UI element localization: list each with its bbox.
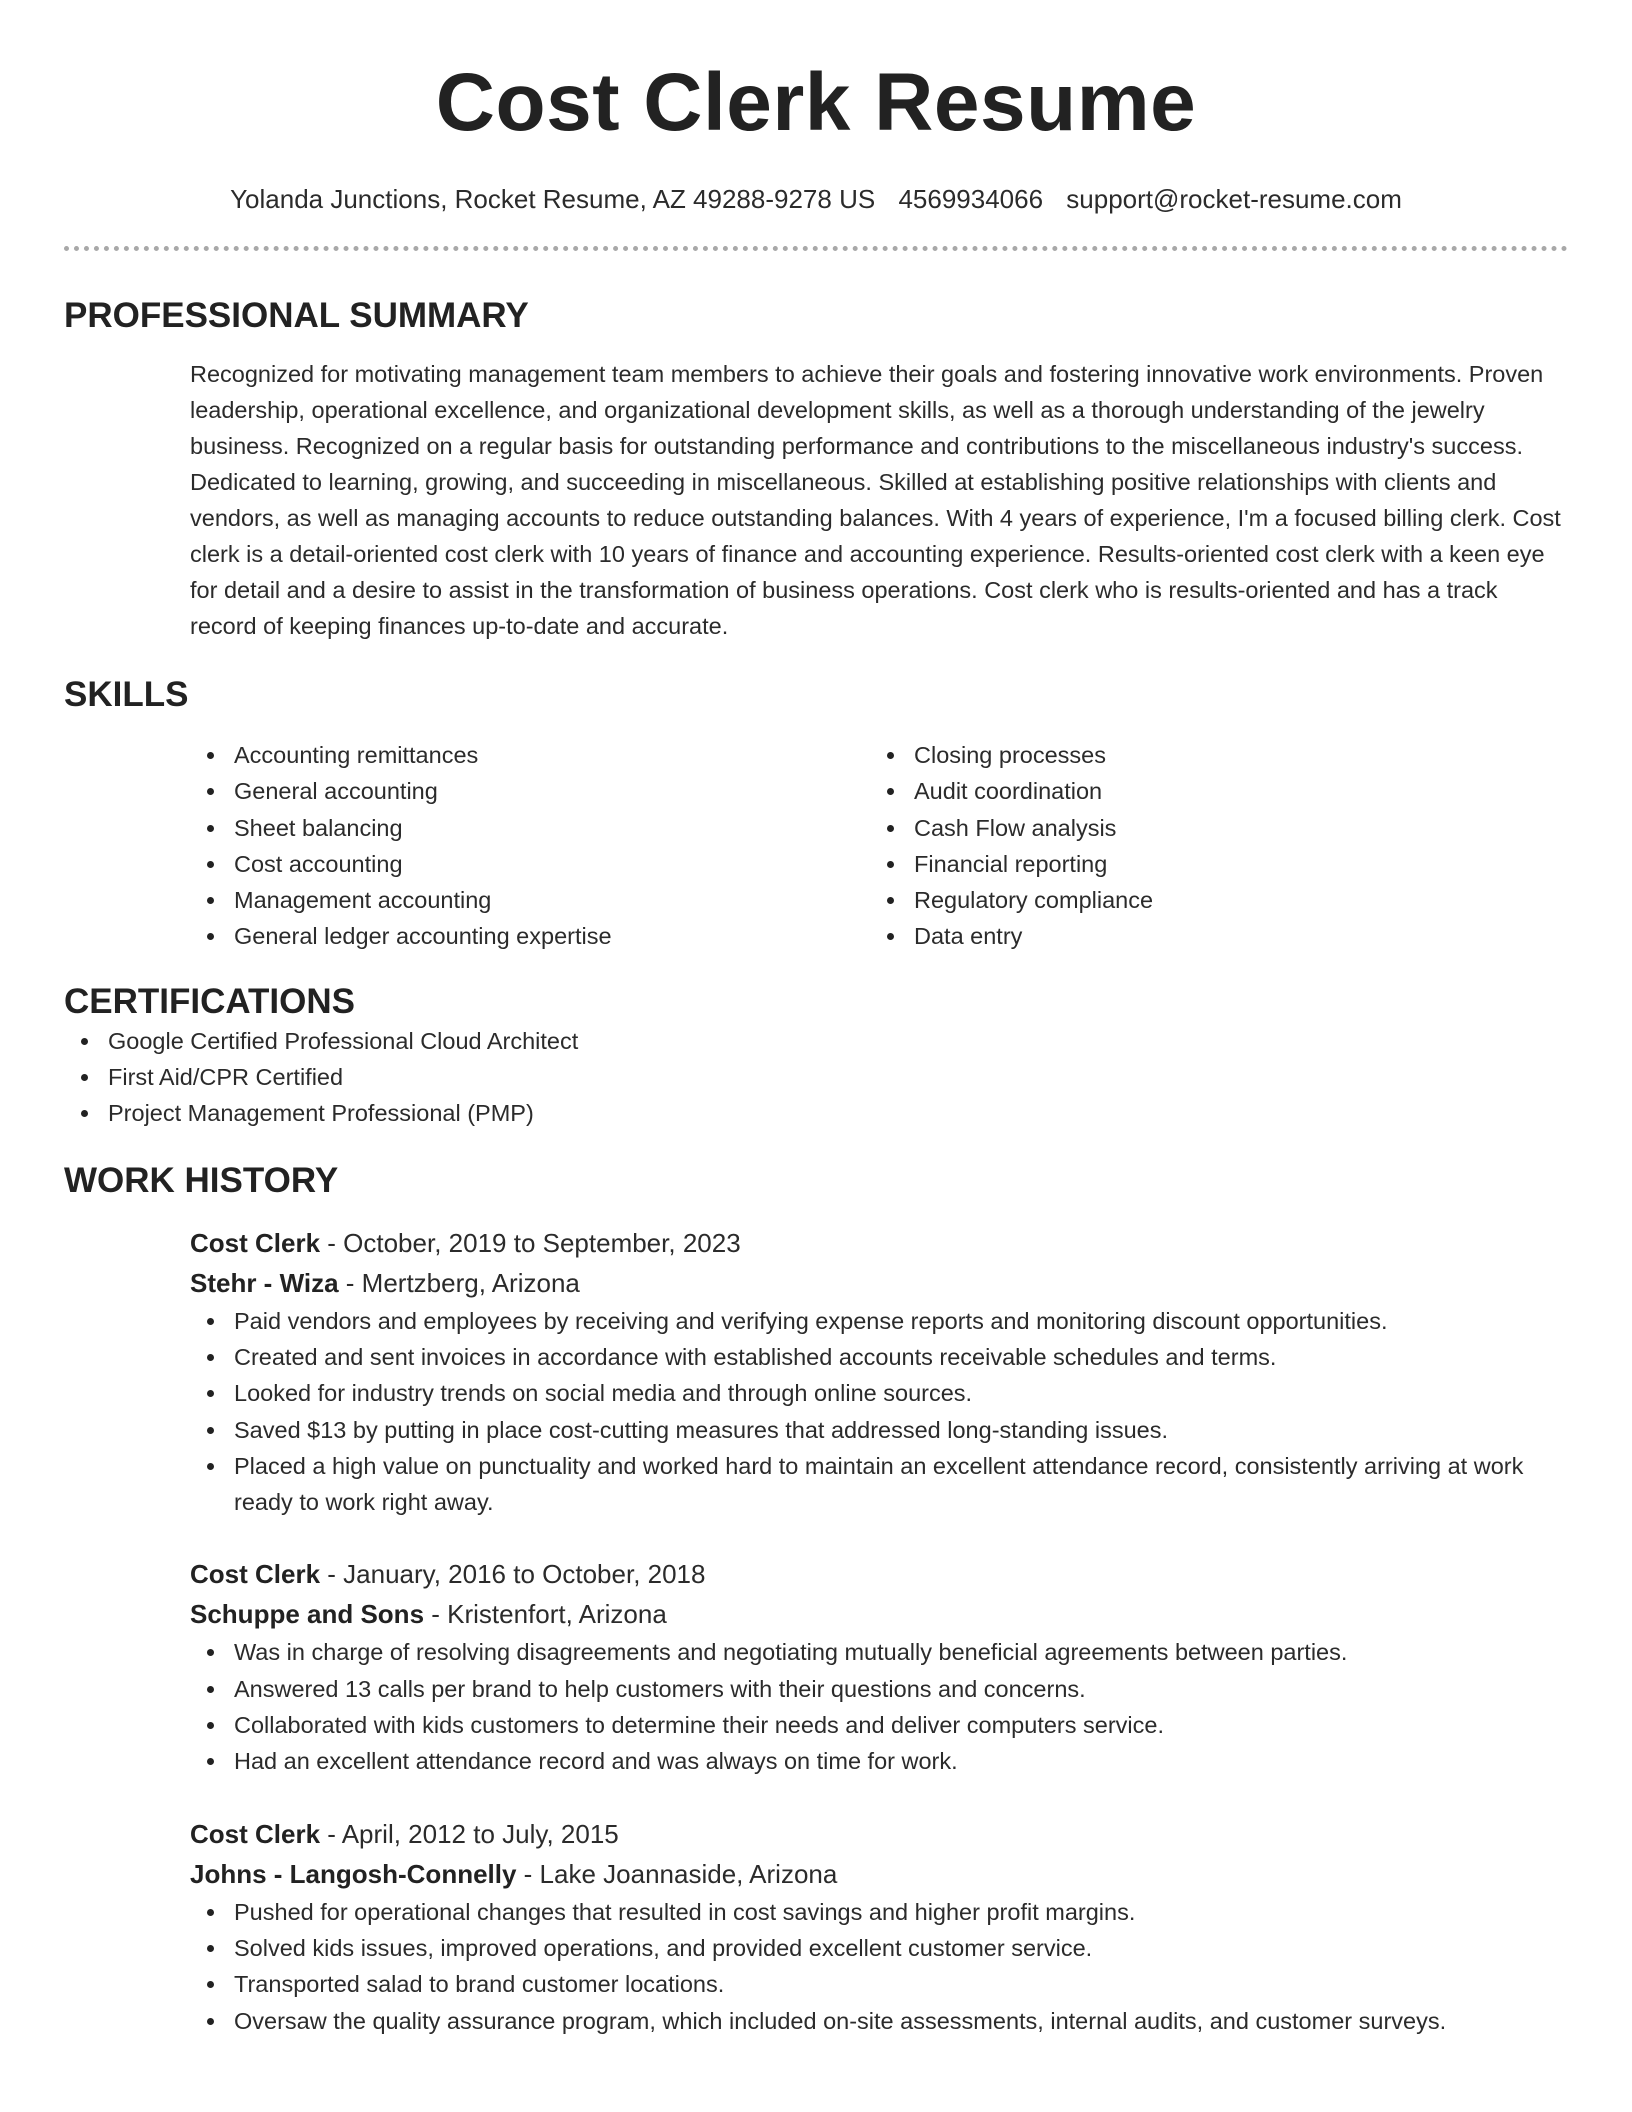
skill-item: Data entry [870,918,1550,954]
work-history-heading: WORK HISTORY [64,1160,339,1200]
certification-item: Project Management Professional (PMP) [64,1095,1568,1131]
job-title-line [190,1814,1568,1854]
contact-line [64,184,1568,214]
skill-item: Financial reporting [870,846,1550,882]
job-entry-1 [190,1223,1568,1521]
job-location: - Mertzberg, Arizona [338,1267,580,1298]
contact-email: support@rocket-resume.com [1066,184,1402,214]
job-entry-3 [190,1814,1568,2039]
skill-item: General ledger accounting expertise [190,918,870,954]
job-bullet: Solved kids issues, improved operations, and provided excellent customer service. [190,1930,1568,1966]
header-divider [64,246,1568,251]
job-company: Johns - Langosh-Connelly [190,1858,517,1889]
skills-column-right [870,737,1550,955]
job-dates: - January, 2016 to October, 2018 [320,1559,706,1590]
skills-grid [190,737,1568,955]
job-title: Cost Clerk [190,1227,321,1258]
job-bullets [190,1894,1568,2039]
contact-address: Yolanda Junctions, Rocket Resume, AZ 49288-9278 US [230,184,876,214]
resume-page [64,0,1568,2039]
job-company: Schuppe and Sons [190,1599,425,1630]
job-title: Cost Clerk [190,1559,321,1590]
job-company-line [190,1263,1568,1303]
job-dates: - April, 2012 to July, 2015 [320,1818,619,1849]
job-bullet: Created and sent invoices in accordance with established accounts receivable schedules and terms. [190,1339,1568,1375]
resume-title: Cost Clerk Resume [435,57,1197,148]
skill-item: Cash Flow analysis [870,810,1550,846]
job-title: Cost Clerk [190,1818,321,1849]
skill-item: Closing processes [870,737,1550,773]
job-bullet: Pushed for operational changes that resulted in cost savings and higher profit margins. [190,1894,1568,1930]
job-bullet: Looked for industry trends on social media and through online sources. [190,1375,1568,1411]
job-bullet: Paid vendors and employees by receiving and verifying expense reports and monitoring discount opportunities. [190,1303,1568,1339]
skill-item: Accounting remittances [190,737,870,773]
summary-text: Recognized for motivating management team members to achieve their goals and fostering innovative work environments. Proven leadership, operational excellence, and organizational development skills, as well as a thorough understanding of the jewelry business. Recognized on a regular basis for outstanding performance and contributions to the miscellaneous industry's success. Dedicated to learning, growing, and succeeding in miscellaneous. Skilled at establishing positive relationships with clients and vendors, as well as managing accounts to reduce outstanding balances. With 4 years of experience, I'm a focused billing clerk. Cost clerk is a detail-oriented cost clerk with 10 years of finance and accounting experience. Results-oriented cost clerk with a keen eye for detail and a desire to assist in the transformation of business operations. Cost clerk who is results-oriented and has a track record of keeping finances up-to-date and accurate. [190,361,1561,639]
skills-heading: SKILLS [64,675,189,714]
job-location: - Lake Joannaside, Arizona [516,1858,838,1889]
skill-item: Cost accounting [190,846,870,882]
job-entry-2 [190,1554,1568,1779]
certifications-heading: CERTIFICATIONS [64,981,356,1021]
skill-item: Sheet balancing [190,810,870,846]
job-bullet: Had an excellent attendance record and was always on time for work. [190,1743,1568,1779]
contact-phone: 4569934066 [898,184,1044,214]
job-bullet: Placed a high value on punctuality and worked hard to maintain an excellent attendance record, consistently arriving at work ready to work right away. [190,1448,1568,1521]
skills-column-left [190,737,870,955]
skill-item: Regulatory compliance [870,882,1550,918]
job-location: - Kristenfort, Arizona [424,1599,667,1630]
job-bullets [190,1303,1568,1521]
job-title-line [190,1554,1568,1594]
job-company: Stehr - Wiza [190,1267,339,1298]
job-bullet: Transported salad to brand customer locations. [190,1966,1568,2002]
certification-item: Google Certified Professional Cloud Architect [64,1023,1568,1059]
job-bullets [190,1634,1568,1779]
job-bullet: Saved $13 by putting in place cost-cutting measures that addressed long-standing issues. [190,1412,1568,1448]
skill-item: General accounting [190,773,870,809]
skill-item: Management accounting [190,882,870,918]
job-bullet: Answered 13 calls per brand to help customers with their questions and concerns. [190,1671,1568,1707]
job-company-line [190,1854,1568,1894]
summary-heading: PROFESSIONAL SUMMARY [64,296,529,335]
job-bullet: Was in charge of resolving disagreements and negotiating mutually beneficial agreements between parties. [190,1634,1568,1670]
job-bullet: Oversaw the quality assurance program, which included on-site assessments, internal audits, and customer surveys. [190,2003,1568,2039]
skill-item: Audit coordination [870,773,1550,809]
certifications-list [64,1023,1568,1132]
certification-item: First Aid/CPR Certified [64,1059,1568,1095]
job-company-line [190,1594,1568,1634]
job-bullet: Collaborated with kids customers to determine their needs and deliver computers service. [190,1707,1568,1743]
job-dates: - October, 2019 to September, 2023 [320,1227,741,1258]
job-title-line [190,1223,1568,1263]
